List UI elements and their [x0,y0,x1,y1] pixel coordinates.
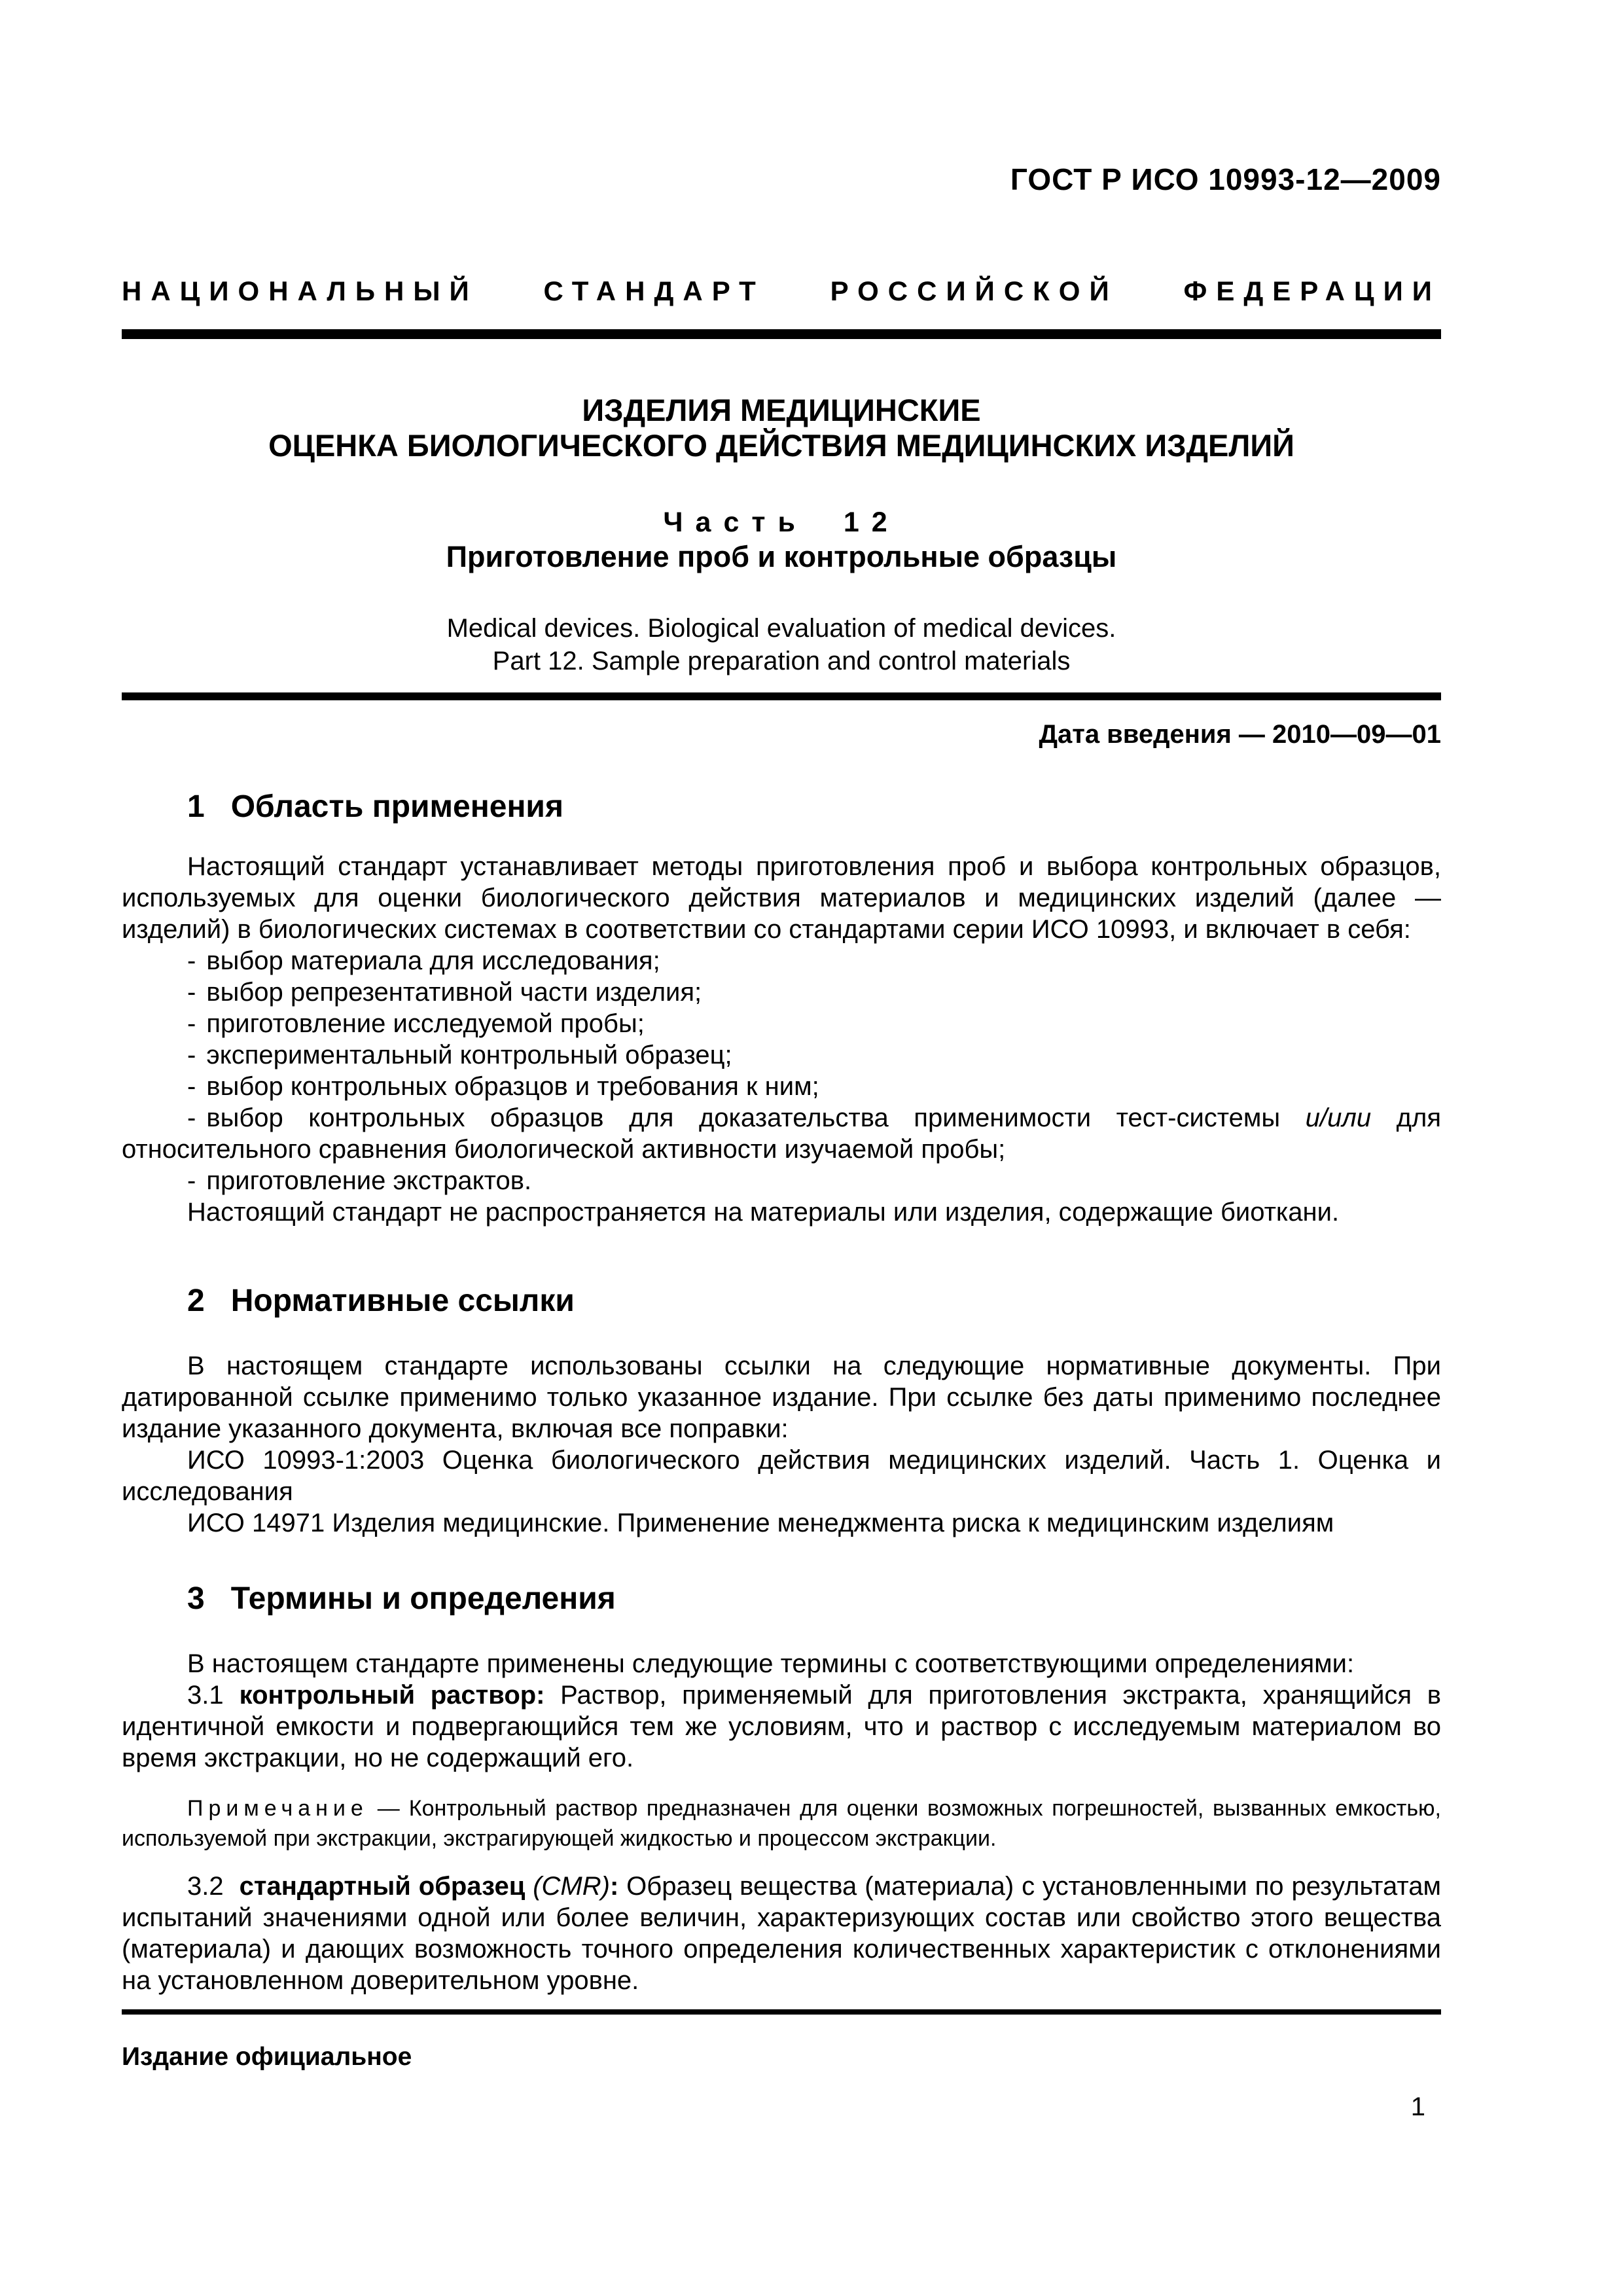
document-title-ru-line2: ОЦЕНКА БИОЛОГИЧЕСКОГО ДЕЙСТВИЯ МЕДИЦИНСКИХ ИЗДЕЛИЙ [268,428,1294,463]
page-content [122,0,1441,2122]
footer-rule [122,2009,1441,2015]
section-title: Термины и определения [230,1581,616,1616]
effective-date: Дата введения — 2010—09—01 [1039,720,1441,749]
note-paragraph [122,1793,1441,1854]
terms-intro-paragraph: В настоящем стандарте применены следующие термины с соответствующими определениями: [187,1649,1355,1678]
section-2-heading [122,1283,1441,1319]
list-item-3 [122,1008,1441,1039]
section-number: 1 [187,789,205,824]
note-text: Контрольный раствор предназначен для оценки возможных погрешностей, вызванных емкостью, используемой при экстракции, экстрагирующей жидкостью и процессом экстракции. [122,1796,1441,1851]
list-item-2 [122,977,1441,1008]
section-1-heading [122,789,1441,825]
list-marker: - [187,1103,196,1132]
list-item-text: приготовление экстрактов. [206,1166,532,1195]
list-item-6 [122,1102,1441,1165]
list-item-text-italic: и/или [1305,1103,1372,1132]
page-number: 1 [1410,2092,1425,2121]
list-marker: - [187,1072,196,1101]
references-paragraph: В настоящем стандарте использованы ссылки на следующие нормативные документы. При датированной ссылке применимо только указанное издание. При ссылке без даты применимо последнее издание указанного документа, включая все поправки: [122,1352,1441,1443]
document-title-en-line1: Medical devices. Biological evaluation of medical devices. [446,614,1116,643]
scope-paragraph-1: Настоящий стандарт устанавливает методы приготовления проб и выбора контрольных образцов, используемых для оценки биологического действия материалов и медицинских изделий (далее — изделий) в биологических системах в соответствии со стандартами серии ИСО 10993, и включает в себя: [122,852,1441,944]
list-item-7 [122,1165,1441,1196]
note-label: Примечание [187,1796,368,1821]
separator-bar-thick [122,329,1441,339]
section-title: Нормативные ссылки [230,1283,575,1318]
list-marker: - [187,1166,196,1195]
part-title: Приготовление проб и контрольные образцы [446,540,1117,573]
edition-note: Издание официальное [122,2043,412,2071]
term-colon: : [609,1872,619,1901]
list-item-5 [122,1071,1441,1102]
term-abbreviation: (CMR) [533,1872,610,1901]
separator-bar-medium [122,692,1441,700]
list-item-text: экспериментальный контрольный образец; [206,1041,732,1069]
part-label: Часть 12 [663,507,900,538]
term-definition-3-1 [122,1679,1441,1774]
document-title-en-line2: Part 12. Sample preparation and control materials [492,647,1071,675]
section-number: 3 [187,1581,205,1616]
section-number: 2 [187,1283,205,1318]
national-standard-banner: НАЦИОНАЛЬНЫЙ СТАНДАРТ РОССИЙСКОЙ ФЕДЕРАЦИИ [122,276,1441,306]
list-marker: - [187,978,196,1007]
list-marker: - [187,1041,196,1069]
term-definition-text: Образец вещества (материала) с установленными по результатам испытаний значениями одной или более величин, характеризующих состав или свойство этого вещества (материала) и дающих возможность точного определения количественных характеристик с отклонениями на установленном доверительном уровне. [122,1872,1441,1995]
note-dash: — [377,1796,400,1821]
spacer [525,1872,533,1901]
term-number: 3.2 [187,1872,224,1901]
list-item-text: выбор контрольных образцов для доказательства применимости тест-системы [206,1103,1306,1132]
list-item-text: для относительного сравнения биологической активности изучаемой пробы; [122,1103,1442,1164]
scope-paragraph-2: Настоящий стандарт не распространяется на материалы или изделия, содержащие биоткани. [187,1198,1340,1227]
doc-code-header: ГОСТ Р ИСО 10993-12—2009 [1010,162,1441,196]
section-3-heading [122,1581,1441,1617]
reference-item-2: ИСО 14971 Изделия медицинские. Применение менеджмента риска к медицинским изделиям [187,1509,1334,1537]
term-name: контрольный раствор: [239,1681,545,1710]
list-item-text: выбор репрезентативной части изделия; [206,978,702,1007]
reference-item-1: ИСО 10993-1:2003 Оценка биологического действия медицинских изделий. Часть 1. Оценка и исследования [122,1446,1441,1506]
list-marker: - [187,946,196,975]
document-title-ru-line1: ИЗДЕЛИЯ МЕДИЦИНСКИЕ [582,393,981,427]
term-number: 3.1 [187,1681,224,1710]
list-item-4 [122,1039,1441,1071]
term-definition-text: Раствор, применяемый для приготовления экстракта, хранящийся в идентичной емкости и подвергающийся тем же условиям, что и раствор с исследуемым материалом во время экстракции, но не содержащий его. [122,1681,1441,1772]
term-definition-3-2 [122,1871,1441,1996]
list-item-1 [122,945,1441,977]
list-item-text: приготовление исследуемой пробы; [206,1009,645,1038]
list-marker: - [187,1009,196,1038]
list-item-text: выбор материала для исследования; [206,946,660,975]
list-item-text: выбор контрольных образцов и требования к ним; [206,1072,819,1101]
section-title: Область применения [230,789,563,824]
term-name: стандартный образец [239,1872,526,1901]
